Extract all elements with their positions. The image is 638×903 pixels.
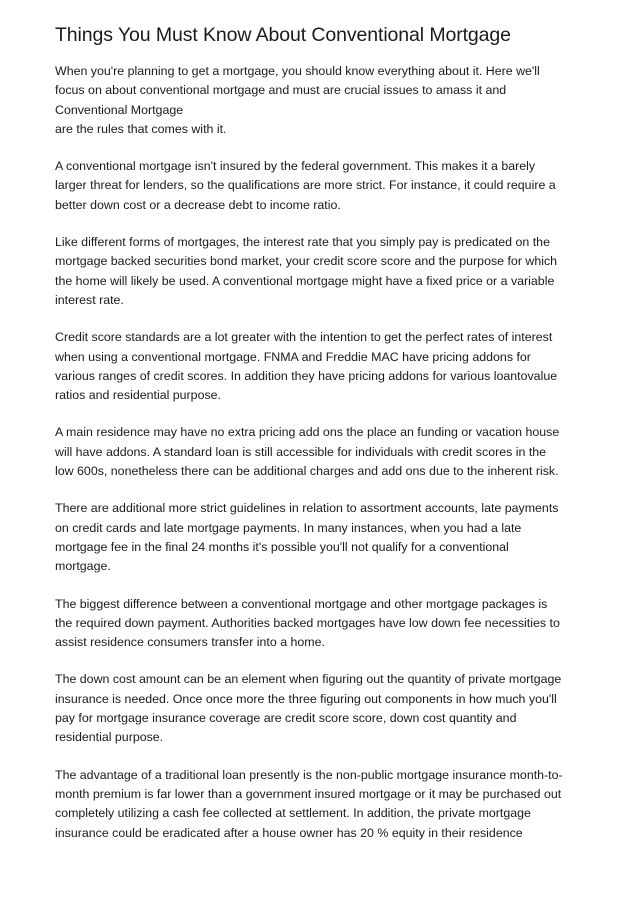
document-page [55,22,585,861]
document-body [55,62,585,843]
paragraph-line: various ranges of credit scores. In addition they have pricing addons for various loantovalue [55,368,558,383]
paragraph-line: ratios and residential purpose. [55,388,221,403]
paragraph-line: The down cost amount can be an element when figuring out the quantity of private mortgage [55,672,562,687]
paragraph [55,499,585,576]
paragraph [55,670,585,747]
paragraph-line: pay for mortgage insurance coverage are credit score score, down cost quantity and [55,711,517,726]
paragraph-line: insurance is needed. Once once more the three figuring out components in how much you'll [55,691,557,706]
paragraph-line: A conventional mortgage isn't insured by the federal government. This makes it a barely [55,159,536,174]
paragraph-line: residential purpose. [55,730,164,745]
paragraph-line: the home will likely be used. A conventional mortgage might have a fixed price or a variable [55,273,555,288]
document-title: Things You Must Know About Conventional Mortgage [55,24,511,46]
paragraph-line: will have addons. A standard loan is still accessible for individuals with credit scores in the [55,444,547,459]
paragraph-line: better down cost or a decrease debt to income ratio. [55,197,341,212]
paragraph-line: the required down payment. Authorities backed mortgages have low down fee necessities to [55,615,560,630]
paragraph-line: When you're planning to get a mortgage, you should know everything about it. Here we'll [55,64,540,78]
paragraph-line: month premium is far lower than a government insured mortgage or it may be purchased out [55,786,562,801]
paragraph-line: focus on about conventional mortgage and must are crucial issues to amass it and [55,83,507,98]
paragraph [55,595,585,653]
paragraph-line: There are additional more strict guidelines in relation to assortment accounts, late payments [55,501,559,516]
paragraph-line: Credit score standards are a lot greater with the intention to get the perfect rates of interest [55,330,553,345]
paragraph [55,233,585,310]
paragraph-line: The biggest difference between a conventional mortgage and other mortgage packages is [55,596,548,611]
paragraph [55,328,585,405]
paragraph-line: A main residence may have no extra pricing add ons the place an funding or vacation house [55,425,560,440]
paragraph-line: insurance could be eradicated after a house owner has 20 % equity in their residence [55,825,523,840]
paragraph-line: low 600s, nonetheless there can be additional charges and add ons due to the inherent risk. [55,464,559,479]
paragraph-line: mortgage fee in the final 24 months it's possible you'll not qualify for a conventional [55,539,509,554]
paragraph-line: interest rate. [55,292,124,307]
paragraph [55,423,585,481]
paragraph-line: Like different forms of mortgages, the interest rate that you simply pay is predicated on the [55,235,550,250]
paragraph-line: The advantage of a traditional loan presently is the non-public mortgage insurance month-to- [55,767,563,782]
paragraph [55,62,585,139]
paragraph-line: on credit cards and late mortgage payments. In many instances, when you had a late [55,520,522,535]
paragraph [55,766,585,843]
paragraph-line: larger threat for lenders, so the qualifications are more strict. For instance, it could require a [55,178,556,193]
paragraph-line: completely utilizing a cash fee collected at settlement. In addition, the private mortgage [55,806,531,821]
paragraph-line: mortgage. [55,559,111,574]
paragraph-line: mortgage backed securities bond market, your credit score score and the purpose for which [55,254,558,269]
paragraph-line: Conventional Mortgage [55,102,184,117]
paragraph-line: are the rules that comes with it. [55,121,227,136]
paragraph-line: when using a conventional mortgage. FNMA and Freddie MAC have pricing addons for [55,349,531,364]
paragraph-line: assist residence consumers transfer into a home. [55,635,325,650]
paragraph [55,157,585,215]
